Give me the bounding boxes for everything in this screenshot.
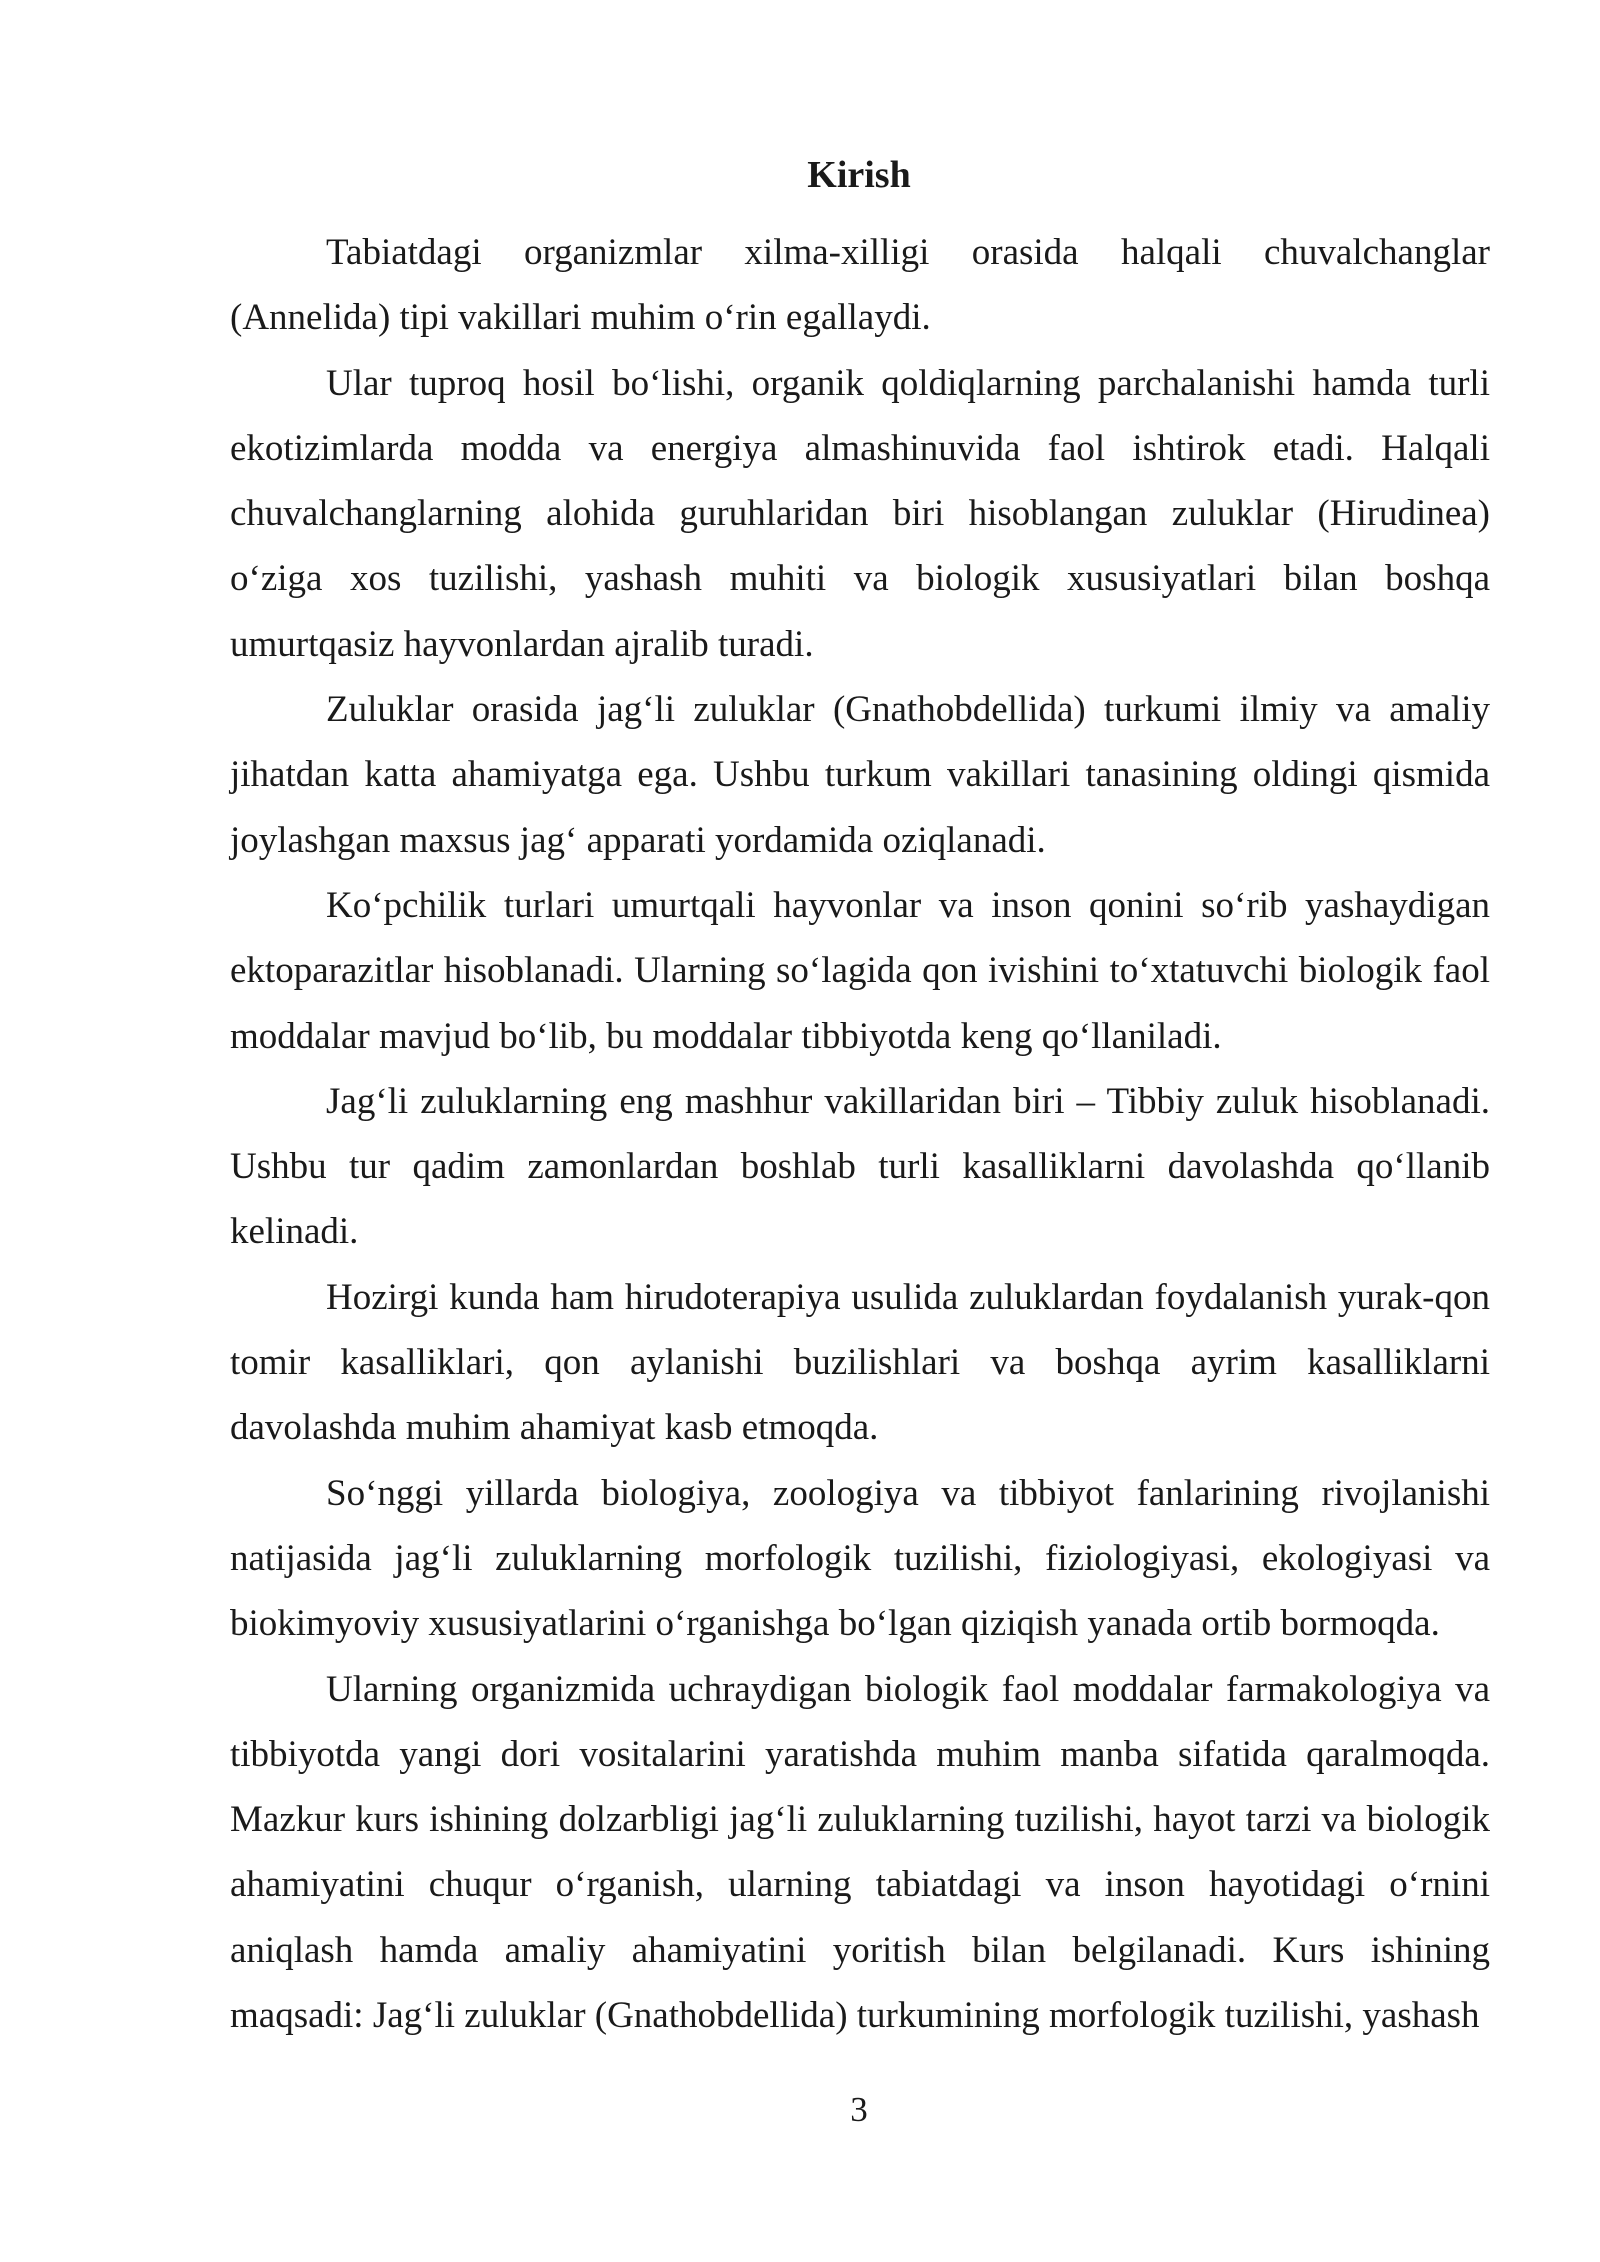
paragraph: Ular tuproq hosil bo‘lishi, organik qoldiqlarning parchalanishi hamda turli ekotizimlarda modda va energiya almashinuvida faol ishtirok etadi. Halqali chuvalchanglarning alohida guruhlaridan biri hisoblangan zuluklar (Hirudinea) o‘ziga xos tuzilishi, yashash muhiti va biologik xususiyatlari bilan boshqa umurtqasiz hayvonlardan ajralib turadi. [230,362,1490,665]
paragraph: Jag‘li zuluklarning eng mashhur vakillaridan biri – Tibbiy zuluk hisoblanadi. Ushbu tur qadim zamonlardan boshlab turli kasalliklarni davolashda qo‘llanib kelinadi. [230,1080,1490,1253]
paragraph: So‘nggi yillarda biologiya, zoologiya va tibbiyot fanlarining rivojlanishi natijasida jag‘li zuluklarning morfologik tuzilishi, fiziologiyasi, ekologiyasi va biokimyoviy xususiyatlarini o‘rganishga bo‘lgan qiziqish yanada ortib bormoqda. [230,1472,1490,1645]
paragraph: Ularning organizmida uchraydigan biologik faol moddalar farmakologiya va tibbiyotda yangi dori vositalarini yaratishda muhim manba sifatida qaralmoqda. Mazkur kurs ishining dolzarbligi jag‘li zuluklarning tuzilishi, hayot tarzi va biologik ahamiyatini chuqur o‘rganish, ularning tabiatdagi va inson hayotidagi o‘rnini aniqlash hamda amaliy ahamiyatini yoritish bilan belgilanadi. Kurs ishining maqsadi: Jag‘li zuluklar (Gnathobdellida) turkumining morfologik tuzilishi, yashash [230,1668,1490,2037]
page-number: 3 [850,2090,868,2129]
paragraph: Zuluklar orasida jag‘li zuluklar (Gnathobdellida) turkumi ilmiy va amaliy jihatdan katta ahamiyatga ega. Ushbu turkum vakillari tanasining oldingi qismida joylashgan maxsus jag‘ apparati yordamida oziqlanadi. [230,689,1490,861]
section-title: Kirish [807,154,911,196]
paragraph: Tabiatdagi organizmlar xilma-xilligi orasida halqali chuvalchanglar (Annelida) tipi vakillari muhim o‘rin egallaydi. [230,232,1490,339]
paragraph: Hozirgi kunda ham hirudoterapiya usulida zuluklardan foydalanish yurak-qon tomir kasalliklari, qon aylanishi buzilishlari va boshqa ayrim kasalliklarni davolashda muhim ahamiyat kasb etmoqda. [230,1276,1490,1449]
document-body [230,220,1490,2048]
paragraph: Ko‘pchilik turlari umurtqali hayvonlar va inson qonini so‘rib yashaydigan ektoparazitlar hisoblanadi. Ularning so‘lagida qon ivishini to‘xtatuvchi biologik faol moddalar mavjud bo‘lib, bu moddalar tibbiyotda keng qo‘llaniladi. [230,884,1490,1057]
